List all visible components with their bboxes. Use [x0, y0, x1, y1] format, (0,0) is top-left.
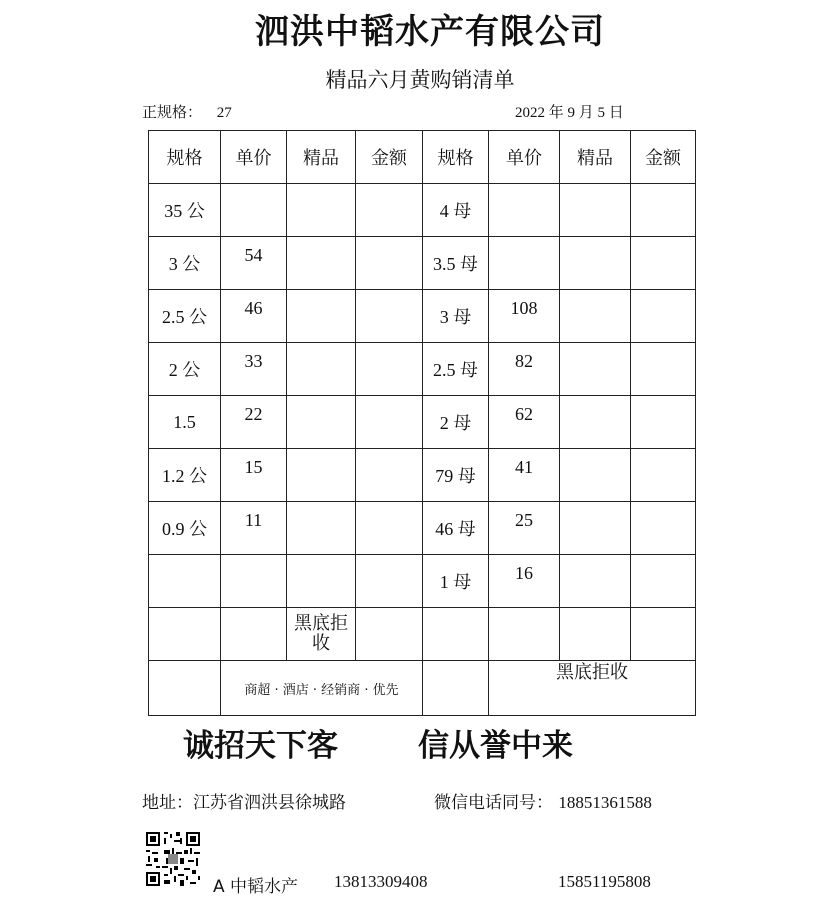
price-right-cell	[489, 343, 560, 396]
spec-right-cell: 1 母	[423, 555, 489, 608]
company-title: 泗洪中韬水产有限公司	[255, 12, 605, 52]
price-right-value: 62	[515, 403, 533, 424]
spec-value: 27	[216, 105, 232, 121]
amount-right-cell	[631, 502, 696, 555]
premium-right-cell	[560, 184, 631, 237]
address: 地址：江苏省泗洪县徐城路	[142, 793, 346, 813]
price-left-value: 46	[244, 297, 263, 318]
wechat-phone: 18851361588	[558, 793, 652, 812]
price-right-cell	[489, 290, 560, 343]
spec-right-cell: 46 母	[423, 502, 489, 555]
premium-left-cell	[287, 184, 356, 237]
document-subtitle: 精品六月黄购销清单	[325, 68, 515, 92]
premium-left-cell	[287, 396, 356, 449]
price-table	[148, 130, 696, 716]
table-row	[149, 343, 696, 396]
black-bottom-reject-label: 黑底拒收	[489, 661, 696, 716]
spec-right-cell: 79 母	[423, 449, 489, 502]
premium-left-cell	[287, 290, 356, 343]
premium-left-cell	[287, 237, 356, 290]
empty-cell	[221, 608, 287, 661]
empty-cell	[489, 608, 560, 661]
premium-left-cell	[287, 449, 356, 502]
empty-cell	[631, 608, 696, 661]
premium-right-cell	[560, 396, 631, 449]
price-right-value: 16	[515, 562, 533, 583]
price-left-cell	[221, 449, 287, 502]
amount-right-cell	[631, 184, 696, 237]
col-header-premium-right: 精品	[560, 131, 631, 184]
table-row	[149, 290, 696, 343]
table-row	[149, 608, 696, 661]
premium-right-cell	[560, 343, 631, 396]
table-row	[149, 237, 696, 290]
premium-right-cell	[560, 502, 631, 555]
premium-left-cell	[287, 343, 356, 396]
col-header-price-right: 单价	[489, 131, 560, 184]
premium-right-cell	[560, 555, 631, 608]
priority-customers-note: 商超 · 酒店 · 经销商 · 优先	[221, 661, 423, 716]
price-left-value: 33	[244, 350, 263, 371]
empty-cell	[149, 661, 221, 716]
black-bottom-reject-note	[287, 608, 356, 661]
table-row	[149, 184, 696, 237]
spec-label: 正规格：	[142, 103, 203, 121]
spec-right-cell: 3.5 母	[423, 237, 489, 290]
empty-cell	[149, 608, 221, 661]
amount-right-cell	[631, 555, 696, 608]
table-row	[149, 555, 696, 608]
note-line: 收	[312, 633, 330, 654]
table-header-row	[149, 131, 696, 184]
spec-left-cell: 3 公	[149, 237, 221, 290]
price-left-cell	[221, 290, 287, 343]
price-right-value: 82	[515, 350, 533, 371]
spec-left-cell: 2 公	[149, 343, 221, 396]
phone-1: 13813309408	[334, 872, 428, 891]
spec-line	[142, 101, 232, 122]
qr-code-icon	[146, 832, 200, 886]
phone-2: 15851195808	[558, 872, 651, 891]
col-header-spec-right: 规格	[423, 131, 489, 184]
price-right-cell	[489, 237, 560, 290]
spec-left-cell: 35 公	[149, 184, 221, 237]
col-header-amount-right: 金额	[631, 131, 696, 184]
premium-right-cell	[560, 449, 631, 502]
amount-left-cell	[356, 184, 423, 237]
premium-right-cell	[560, 290, 631, 343]
table-row	[149, 449, 696, 502]
price-left-cell	[221, 237, 287, 290]
price-left-value: 54	[244, 244, 263, 265]
price-right-value: 108	[510, 297, 538, 318]
spec-right-cell: 2 母	[423, 396, 489, 449]
price-left-cell	[221, 396, 287, 449]
empty-cell	[356, 608, 423, 661]
price-right-cell	[489, 184, 560, 237]
spec-left-cell: 0.9 公	[149, 502, 221, 555]
spec-left-cell: 1.2 公	[149, 449, 221, 502]
price-right-cell	[489, 555, 560, 608]
amount-left-cell	[356, 555, 423, 608]
amount-left-cell	[356, 343, 423, 396]
price-left-cell	[221, 343, 287, 396]
empty-cell	[423, 661, 489, 716]
col-header-amount-left: 金额	[356, 131, 423, 184]
price-left-cell	[221, 184, 287, 237]
amount-left-cell	[356, 449, 423, 502]
spec-right-cell: 3 母	[423, 290, 489, 343]
table-row	[149, 661, 696, 716]
amount-left-cell	[356, 502, 423, 555]
amount-left-cell	[356, 396, 423, 449]
col-header-premium-left: 精品	[287, 131, 356, 184]
slogan-left: 诚招天下客	[183, 728, 338, 764]
price-left-value: 15	[244, 456, 263, 477]
spec-left-cell: 1.5	[149, 396, 221, 449]
empty-cell	[423, 608, 489, 661]
col-header-price-left: 单价	[221, 131, 287, 184]
spec-right-cell: 2.5 母	[423, 343, 489, 396]
wechat-phone-line	[434, 788, 652, 813]
premium-left-cell	[287, 502, 356, 555]
note-line: 黑底拒	[294, 613, 348, 634]
col-header-spec-left: 规格	[149, 131, 221, 184]
amount-right-cell	[631, 290, 696, 343]
spec-right-cell: 4 母	[423, 184, 489, 237]
price-left-value: 22	[244, 403, 263, 424]
price-right-value: 41	[515, 456, 533, 477]
amount-right-cell	[631, 237, 696, 290]
document-date: 2022 年 9 月 5 日	[515, 105, 624, 121]
spec-left-cell	[149, 555, 221, 608]
amount-right-cell	[631, 396, 696, 449]
amount-left-cell	[356, 290, 423, 343]
price-right-cell	[489, 396, 560, 449]
price-right-cell	[489, 449, 560, 502]
amount-right-cell	[631, 343, 696, 396]
amount-right-cell	[631, 449, 696, 502]
empty-cell	[560, 608, 631, 661]
price-left-value: 11	[244, 509, 263, 530]
premium-left-cell	[287, 555, 356, 608]
amount-left-cell	[356, 237, 423, 290]
price-right-cell	[489, 502, 560, 555]
spec-left-cell: 2.5 公	[149, 290, 221, 343]
price-right-value: 25	[515, 509, 533, 530]
premium-right-cell	[560, 237, 631, 290]
company-short-name: A 中韬水产	[213, 877, 299, 897]
slogan-right: 信从誉中来	[418, 728, 573, 764]
table-row	[149, 502, 696, 555]
price-left-cell	[221, 555, 287, 608]
table-row	[149, 396, 696, 449]
price-left-cell	[221, 502, 287, 555]
wechat-label: 微信电话同号：	[434, 793, 553, 813]
